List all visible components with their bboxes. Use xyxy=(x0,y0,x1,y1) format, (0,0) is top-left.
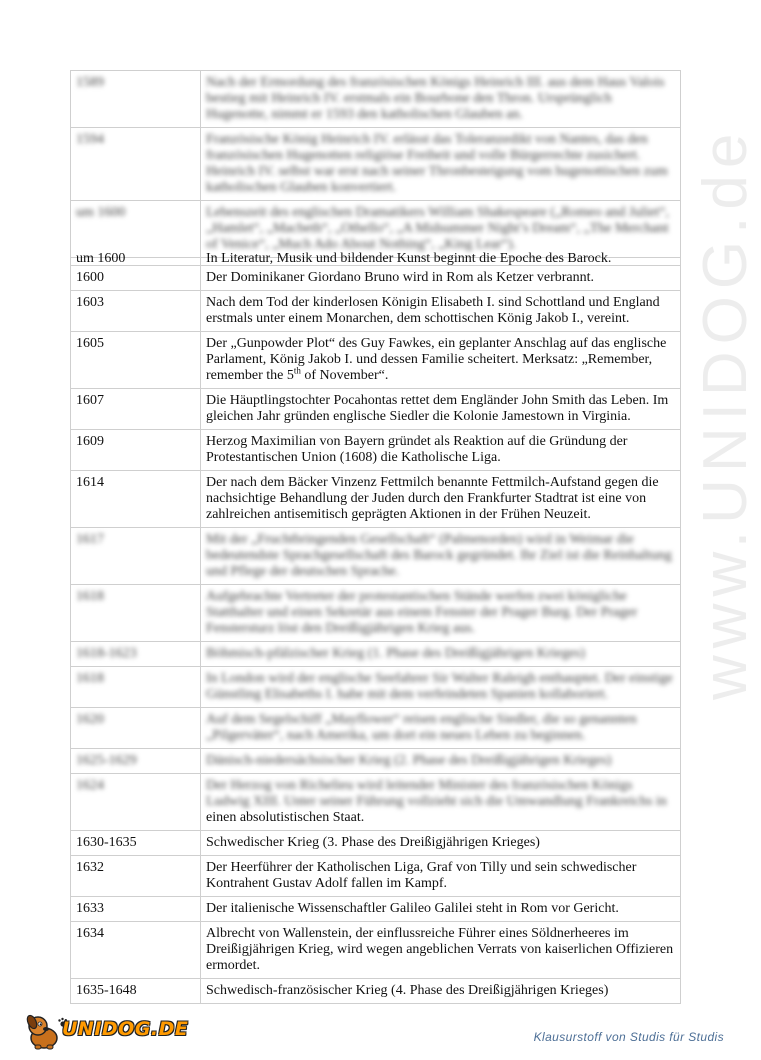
year-cell: 1632 xyxy=(71,856,201,897)
table-row xyxy=(71,389,681,430)
year-cell: 1589 xyxy=(71,71,201,128)
year-cell: 1614 xyxy=(71,471,201,528)
table-row xyxy=(71,979,681,1004)
event-cell: Der Heerführer der Katholischen Liga, Graf von Tilly und sein schwedischer Kontrahent Gustav Adolf fallen im Kampf. xyxy=(201,856,681,897)
year-cell: 1607 xyxy=(71,389,201,430)
event-cell: Der Dominikaner Giordano Bruno wird in Rom als Ketzer verbrannt. xyxy=(201,266,681,291)
event-cell: Nach dem Tod der kinderlosen Königin Elisabeth I. sind Schottland und England erstmals unter einem Monarchen, dem schottischen König Jakob I., vereint. xyxy=(201,291,681,332)
table-row xyxy=(71,528,681,585)
event-cell: Böhmisch-pfälzischer Krieg (1. Phase des Dreißigjährigen Krieges) xyxy=(201,642,681,667)
year-cell: 1618-1623 xyxy=(71,642,201,667)
table-row xyxy=(71,708,681,749)
event-cell: Die Häuptlingstochter Pocahontas rettet dem Engländer John Smith das Leben. Im gleichen Jahr gründen englische Siedler die Kolonie Jamestown in Virginia. xyxy=(201,389,681,430)
watermark: www.UNIDOG.de xyxy=(691,126,760,700)
event-cell: Lebenszeit des englischen Dramatikers William Shakespeare („Romeo and Juliet“, „Hamlet“, „Macbeth“, „Othello“, „A Midsummer Night’s Dream“, „The Merchant of Venice“, „Much Ado About Nothing“, „King Lear“). xyxy=(201,201,681,258)
table-row xyxy=(71,856,681,897)
event-cell: Herzog Maximilian von Bayern gründet als Reaktion auf die Gründung der Protestantischen Union (1608) die Katholische Liga. xyxy=(201,430,681,471)
year-cell: 1624 xyxy=(71,774,201,831)
event-cell: Aufgebrachte Vertreter der protestantischen Stände werfen zwei königliche Statthalter und einen Sekretär aus einem Fenster der Prager Burg. Der Prager Fenstersturz löst den Dreißigjährigen Krieg aus. xyxy=(201,585,681,642)
year-cell: 1618 xyxy=(71,585,201,642)
table-row xyxy=(71,774,681,831)
event-cell: Albrecht von Wallenstein, der einflussreiche Führer eines Söldnerheeres im Dreißigjährigen Krieg, wird wegen angeblichen Verrats von kaiserlichen Offizieren ermordet. xyxy=(201,922,681,979)
event-cell: Französische König Heinrich IV. erlässt das Toleranzedikt von Nantes, das den französischen Hugenotten religiöse Freiheit und volle Bürgerrechte zusichert. Heinrich IV. selbst war erst nach seiner Thronbesteigung vom hugenottischen zum katholischen Glauben konvertiert. xyxy=(201,128,681,201)
year-cell: 1594 xyxy=(71,128,201,201)
table-row xyxy=(71,471,681,528)
event-cell: Schwedischer Krieg (3. Phase des Dreißigjährigen Krieges) xyxy=(201,831,681,856)
logo-wordmark[interactable]: UNIDOG.DE xyxy=(62,1018,189,1040)
event-cell: In London wird der englische Seefahrer Sir Walter Raleigh enthauptet. Der einstige Günstling Elisabeths I. habe mit dem verfeindeten Spanien kollaboriert. xyxy=(201,667,681,708)
year-cell: 1603 xyxy=(71,291,201,332)
year-cell: 1620 xyxy=(71,708,201,749)
year-cell: 1634 xyxy=(71,922,201,979)
event-cell: Schwedisch-französischer Krieg (4. Phase des Dreißigjährigen Krieges) xyxy=(201,979,681,1004)
table-row xyxy=(71,266,681,291)
table-row xyxy=(71,922,681,979)
timeline-table xyxy=(70,70,681,1004)
table-row xyxy=(71,831,681,856)
event-cell: Der italienische Wissenschaftler Galileo Galilei steht in Rom vor Gericht. xyxy=(201,897,681,922)
event-cell: Der „Gunpowder Plot“ des Guy Fawkes, ein geplanter Anschlag auf das englische Parlament, König Jakob I. und dessen Familie scheitert. Merksatz: „Remember, remember the 5th of November“. xyxy=(201,332,681,389)
event-cell: Nach der Ermordung des französischen Königs Heinrich III. aus dem Haus Valois bestieg mit Heinrich IV. erstmals ein Bourbone den Thron. Ursprünglich Hugenotte, nimmt er 1593 den katholischen Glauben an. xyxy=(201,71,681,128)
year-cell: 1630-1635 xyxy=(71,831,201,856)
event-cell: In Literatur, Musik und bildender Kunst beginnt die Epoche des Barock. xyxy=(201,258,681,266)
table-row xyxy=(71,332,681,389)
year-cell: 1600 xyxy=(71,266,201,291)
table-row xyxy=(71,667,681,708)
year-cell: 1635-1648 xyxy=(71,979,201,1004)
event-cell: Dänisch-niedersächsischer Krieg (2. Phase des Dreißigjährigen Krieges) xyxy=(201,749,681,774)
year-cell: 1633 xyxy=(71,897,201,922)
table-row xyxy=(71,71,681,128)
table-row xyxy=(71,585,681,642)
table-row xyxy=(71,430,681,471)
table-row xyxy=(71,291,681,332)
year-cell: 1609 xyxy=(71,430,201,471)
year-cell: 1625-1629 xyxy=(71,749,201,774)
dog-mascot-icon xyxy=(25,1014,57,1049)
year-cell: 1605 xyxy=(71,332,201,389)
event-cell: Der nach dem Bäcker Vinzenz Fettmilch benannte Fettmilch-Aufstand gegen die nachsichtige Behandlung der Juden durch den Frankfurter Stadtrat ist eine von zahlreichen antisemitisch geprägten Aktionen in der Frühen Neuzeit. xyxy=(201,471,681,528)
event-cell: Auf dem Segelschiff „Mayflower“ reisen englische Siedler, die so genannten „Pilgerväter“, nach Amerika, um dort ein neues Leben zu beginnen. xyxy=(201,708,681,749)
year-cell: 1617 xyxy=(71,528,201,585)
year-cell: 1618 xyxy=(71,667,201,708)
event-cell: Der Herzog von Richelieu wird leitender Minister des französischen Königs Ludwig XIII. Unter seiner Führung vollzieht sich die Umwandlung Frankreichs in einen absolutistischen Staat. xyxy=(201,774,681,831)
table-row xyxy=(71,128,681,201)
table-row xyxy=(71,642,681,667)
footer-tagline: Klausurstoff von Studis für Studis xyxy=(533,1030,724,1044)
year-cell: um 1600 xyxy=(71,258,201,266)
event-cell: Mit der „Fruchtbringenden Gesellschaft“ (Palmenorden) wird in Weimar die bedeutendste Sprachgesellschaft des Barock gegründet. Ihr Ziel ist die Reinhaltung und Pflege der deutschen Sprache. xyxy=(201,528,681,585)
year-cell: um 1600 xyxy=(71,201,201,258)
table-row xyxy=(71,258,681,266)
table-row xyxy=(71,897,681,922)
table-row xyxy=(71,201,681,258)
table-row xyxy=(71,749,681,774)
